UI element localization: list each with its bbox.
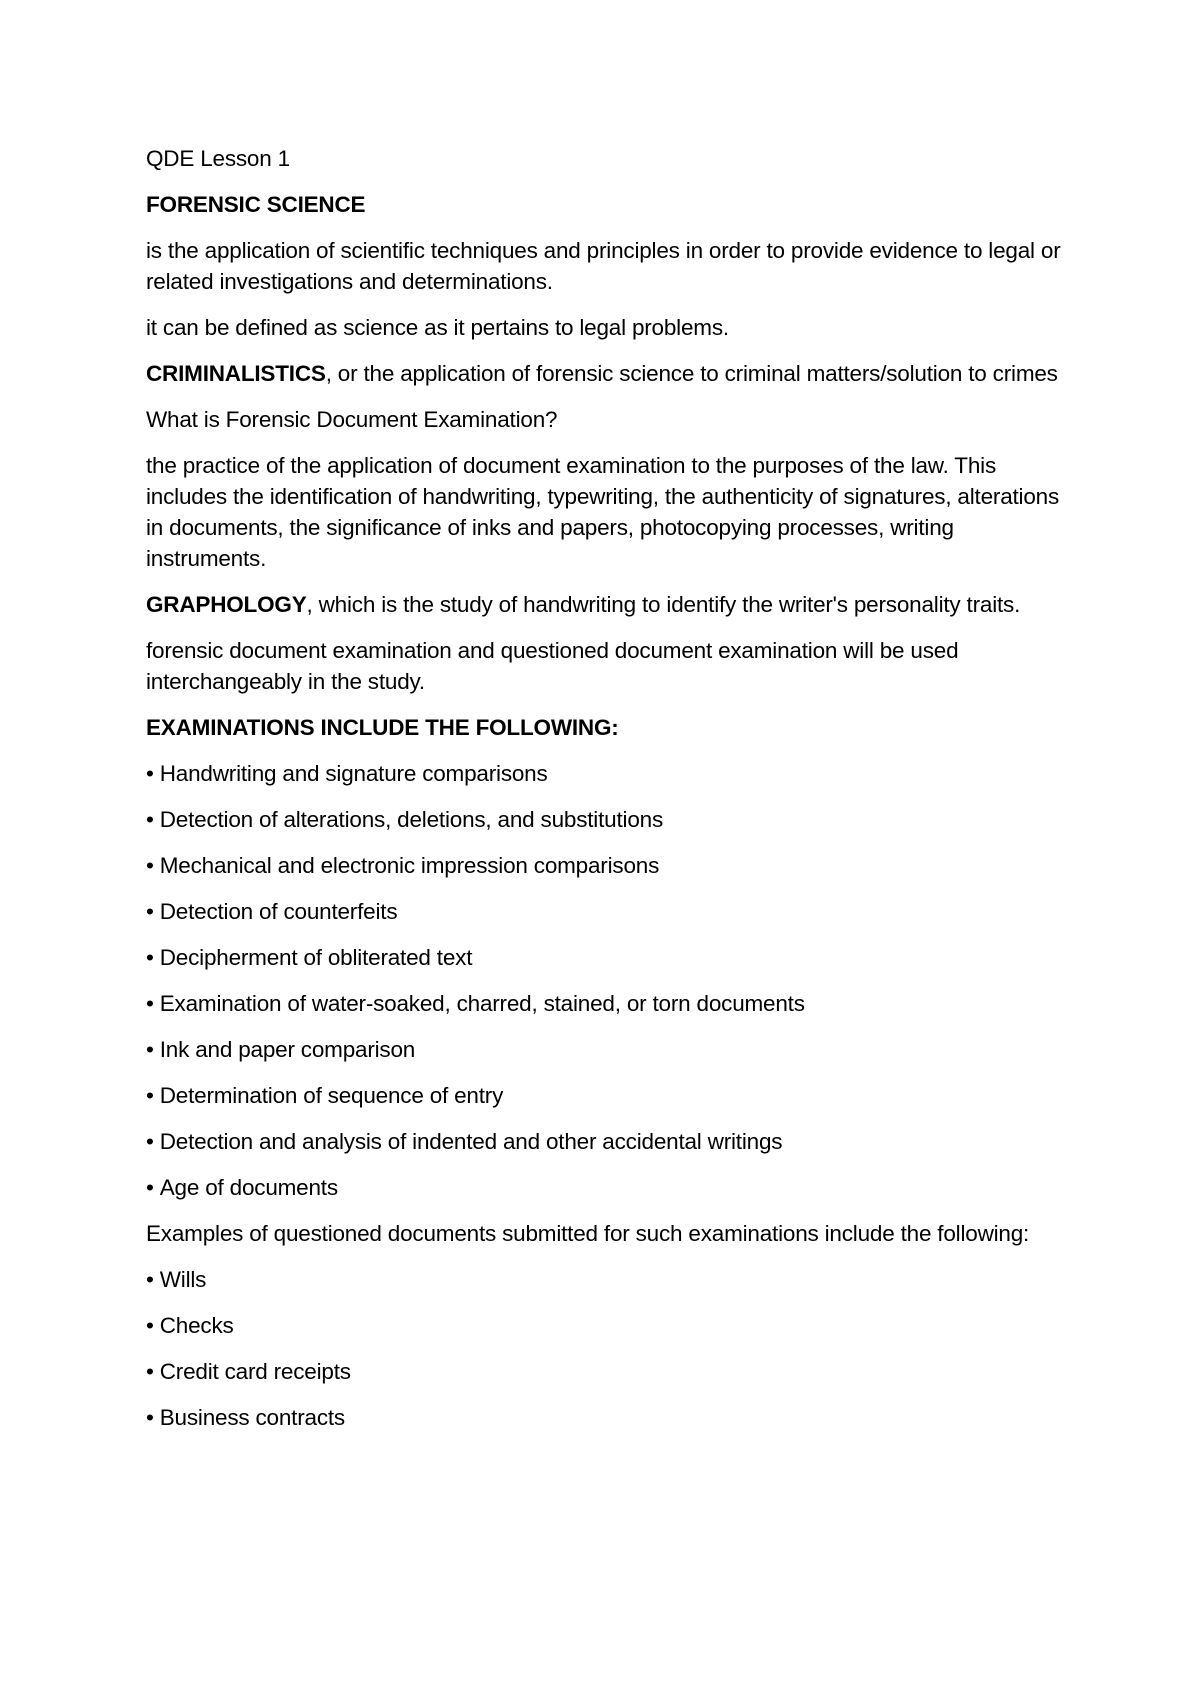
criminalistics-paragraph [146,358,1066,389]
examples-intro: Examples of questioned documents submitted for such examinations include the following: [146,1221,1030,1246]
examinations-list-item: • Handwriting and signature comparisons [146,758,1066,789]
graphology-definition: , which is the study of handwriting to identify the writer's personality traits. [306,592,1021,617]
examples-list-item: • Credit card receipts [146,1356,1066,1387]
heading-forensic-science: FORENSIC SCIENCE [146,192,366,217]
interchangeable-note: forensic document examination and questioned document examination will be used interchangeably in the study. [146,638,959,694]
criminalistics-term: CRIMINALISTICS [146,361,326,386]
examinations-list-item: • Ink and paper comparison [146,1034,1066,1065]
examinations-list-item: • Detection and analysis of indented and other accidental writings [146,1126,1066,1157]
examples-list-item: • Checks [146,1310,1066,1341]
examinations-list-item: • Age of documents [146,1172,1066,1203]
examples-list-item: • Wills [146,1264,1066,1295]
examinations-list-item: • Determination of sequence of entry [146,1080,1066,1111]
graphology-paragraph [146,589,1066,620]
graphology-term: GRAPHOLOGY [146,592,307,617]
lesson-title: QDE Lesson 1 [146,146,290,171]
examinations-list-item: • Examination of water-soaked, charred, stained, or torn documents [146,988,1066,1019]
fde-answer: the practice of the application of document examination to the purposes of the law. This includes the identification of handwriting, typewriting, the authenticity of signatures, alterations in documents, the significance of inks and papers, photocopying processes, writing instruments. [146,453,1060,571]
examinations-list-item: • Mechanical and electronic impression comparisons [146,850,1066,881]
document-page [146,143,1066,1448]
examinations-list-item: • Detection of counterfeits [146,896,1066,927]
criminalistics-definition: , or the application of forensic science to criminal matters/solution to crimes [325,361,1058,386]
examinations-heading: EXAMINATIONS INCLUDE THE FOLLOWING: [146,715,619,740]
examinations-list-item: • Decipherment of obliterated text [146,942,1066,973]
forensic-science-alt-definition: it can be defined as science as it pertains to legal problems. [146,315,729,340]
forensic-science-definition: is the application of scientific techniques and principles in order to provide evidence to legal or related investigations and determinations. [146,238,1061,294]
fde-question: What is Forensic Document Examination? [146,407,558,432]
examples-list-item: • Business contracts [146,1402,1066,1433]
examinations-list-item: • Detection of alterations, deletions, and substitutions [146,804,1066,835]
